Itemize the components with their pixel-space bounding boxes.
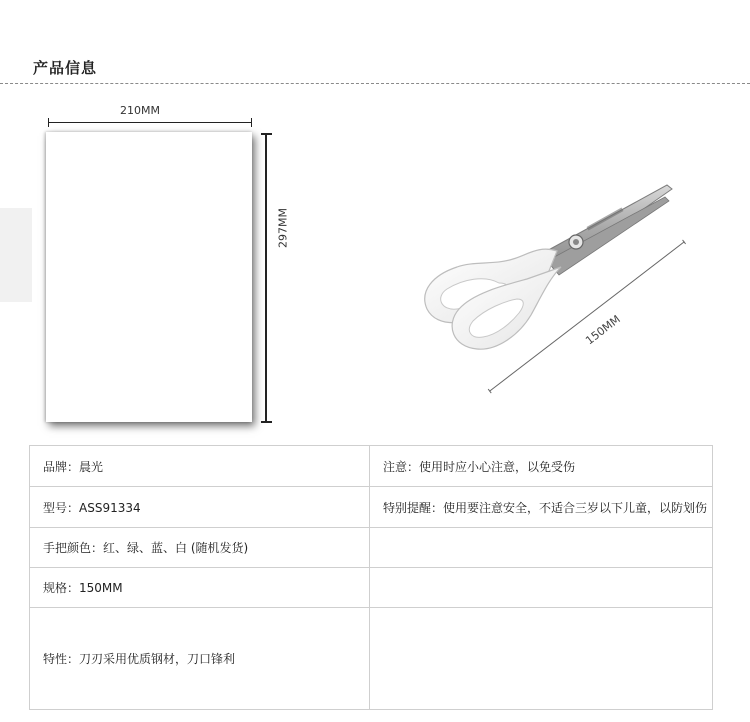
empty-cell	[370, 528, 713, 568]
paper-width-dimension-line	[48, 122, 252, 123]
spec-table	[29, 445, 713, 710]
paper-width-label: 210MM	[120, 104, 160, 117]
size-cell: 规格：150MM	[30, 568, 370, 608]
empty-cell	[370, 568, 713, 608]
spec-row	[30, 487, 713, 528]
model-cell: 型号：ASS91334	[30, 487, 370, 528]
handle-color-cell: 手把颜色：红、绿、蓝、白 (随机发货)	[30, 528, 370, 568]
scissors-length-label: 150MM	[583, 312, 623, 348]
a4-paper-image	[46, 132, 252, 422]
scissors-image	[415, 175, 715, 405]
special-reminder-cell: 特别提醒：使用要注意安全，不适合三岁以下儿童，以防划伤	[370, 487, 713, 528]
brand-cell: 品牌：晨光	[30, 446, 370, 487]
spec-row	[30, 608, 713, 710]
edge-panel	[0, 208, 32, 302]
feature-cell: 特性：刀刃采用优质钢材，刀口锋利	[30, 608, 370, 710]
dotted-divider	[0, 83, 750, 84]
empty-cell	[370, 608, 713, 710]
caution-cell: 注意：使用时应小心注意，以免受伤	[370, 446, 713, 487]
spec-row	[30, 446, 713, 487]
paper-height-dimension-line	[265, 133, 267, 423]
spec-row	[30, 528, 713, 568]
paper-height-label: 297MM	[276, 208, 290, 248]
spec-row	[30, 568, 713, 608]
section-title: 产品信息	[33, 59, 98, 77]
